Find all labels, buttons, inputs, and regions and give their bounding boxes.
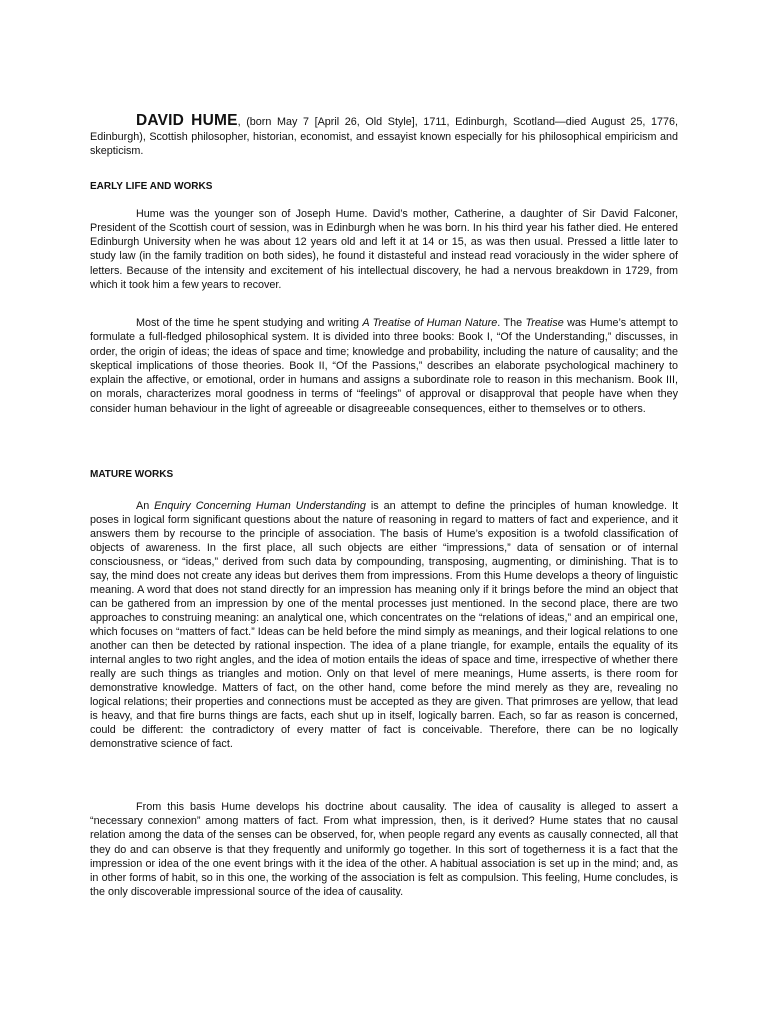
- book-title-enquiry: Enquiry Concerning Human Understanding: [154, 500, 366, 512]
- book-title-treatise: A Treatise of Human Nature: [362, 317, 498, 329]
- paragraph-mature-works-2: From this basis Hume develops his doctrine about causality. The idea of causality is alleged to assert a “necessary connexion” among matters of fact. From what impression, then, is it derived? Hume states that no causal relation among the data of the senses can be observed, for, when people regard any events as causally connected, all that they do and can observe is that they frequently and uniformly go together. In this sort of togetherness it is a fact that the impression or idea of the one event brings with it the idea of the other. A habitual association is set up in the mind; and, as in other forms of habit, so in this one, the working of the association is felt as compulsion. This feeling, Hume concludes, is the only discoverable impressional source of the idea of causality.: [90, 801, 678, 899]
- section-heading-mature-works: MATURE WORKS: [90, 469, 174, 480]
- paragraph-text: Most of the time he spent studying and writing: [136, 317, 363, 329]
- subject-name: DAVID HUME: [136, 112, 238, 129]
- paragraph-text: is an attempt to define the principles of human knowledge. It poses in logical form significant questions about the nature of reasoning in regard to matters of fact and experience, and it answers them by recourse to the principle of association. The basis of Hume’s exposition is a twofold classification of objects of awareness. In the first place, all such objects are either “impressions,” data of sensation or of internal consciousness, or “ideas,” derived from such data by compounding, transposing, augmenting, or diminishing. That is to say, the mind does not create any ideas but derives them from impressions. From this Hume develops a theory of linguistic meaning. A word that does not stand directly for an impression has meaning only if it brings before the mind an object that can be gathered from an impression by one of the mental processes just mentioned. In the second place, there are two approaches to construing meaning: an analytical one, which concentrates on the “relations of ideas,” and an empirical one, which focuses on “matters of fact.” Ideas can be held before the mind simply as meanings, and their logical relations to one another can then be detected by rational inspection. The idea of a plane triangle, for example, entails the equality of its internal angles to two right angles, and the idea of motion entails the ideas of space and time, irrespective of whether there really are such things as triangles and motion. Only on that level of mere meanings, Hume asserts, is there room for demonstrative knowledge. Matters of fact, on the other hand, come before the mind merely as they are, revealing no logical relations; their properties and connections must be accepted as they are given. That primroses are yellow, that lead is heavy, and that fire burns things are facts, each shut up in itself, logically barren. Each, so far as reason is concerned, could be different: the contradictory of every matter of fact is conceivable. Therefore, there can be no logically demonstrative science of fact.: [90, 500, 678, 750]
- book-title-short: Treatise: [525, 317, 564, 329]
- intro-text: , (born May 7 [April 26, Old Style], 1711, Edinburgh, Scotland—died August 25, 1776, Edinburgh), Scottish philosopher, historian, economist, and essayist known especially for his philosophical empiricism and skepticism.: [90, 116, 678, 158]
- paragraph-early-life-1: Hume was the younger son of Joseph Hume. David’s mother, Catherine, a daughter of Sir David Falconer, President of the Scottish court of session, was in Edinburgh when he was born. In his third year his father died. He entered Edinburgh University when he was about 12 years old and left it at 14 or 15, as was then usual. Pressed a little later to study law (in the family tradition on both sides), he found it distasteful and instead read voraciously in the wider sphere of letters. Because of the intensity and excitement of his intellectual discovery, he had a nervous breakdown in 1729, from which it took him a few years to recover.: [90, 208, 678, 291]
- paragraph-early-life-2: [90, 316, 678, 416]
- paragraph-text: An: [136, 500, 155, 512]
- paragraph-text: was Hume’s attempt to formulate a full-fledged philosophical system. It is divided into three books: Book I, “Of the Understanding,” discusses, in order, the origin of ideas; the ideas of space and time; knowledge and probability, including the nature of causality; and the skeptical implications of those theories. Book II, “Of the Passions,” describes an elaborate psychological machinery to explain the affective, or emotional, order in humans and assigns a subordinate role to reason in this mechanism. Book III, on morals, characterizes moral goodness in terms of “feelings” of approval or disapproval that people have when they consider human behaviour in the light of agreeable or disagreeable consequences, either to themselves or to others.: [90, 317, 678, 415]
- paragraph-text: . The: [497, 317, 526, 329]
- document-page: [90, 0, 678, 1024]
- intro-paragraph: [90, 114, 678, 159]
- section-heading-early-life: EARLY LIFE AND WORKS: [90, 181, 213, 192]
- paragraph-mature-works-1: [90, 499, 678, 751]
